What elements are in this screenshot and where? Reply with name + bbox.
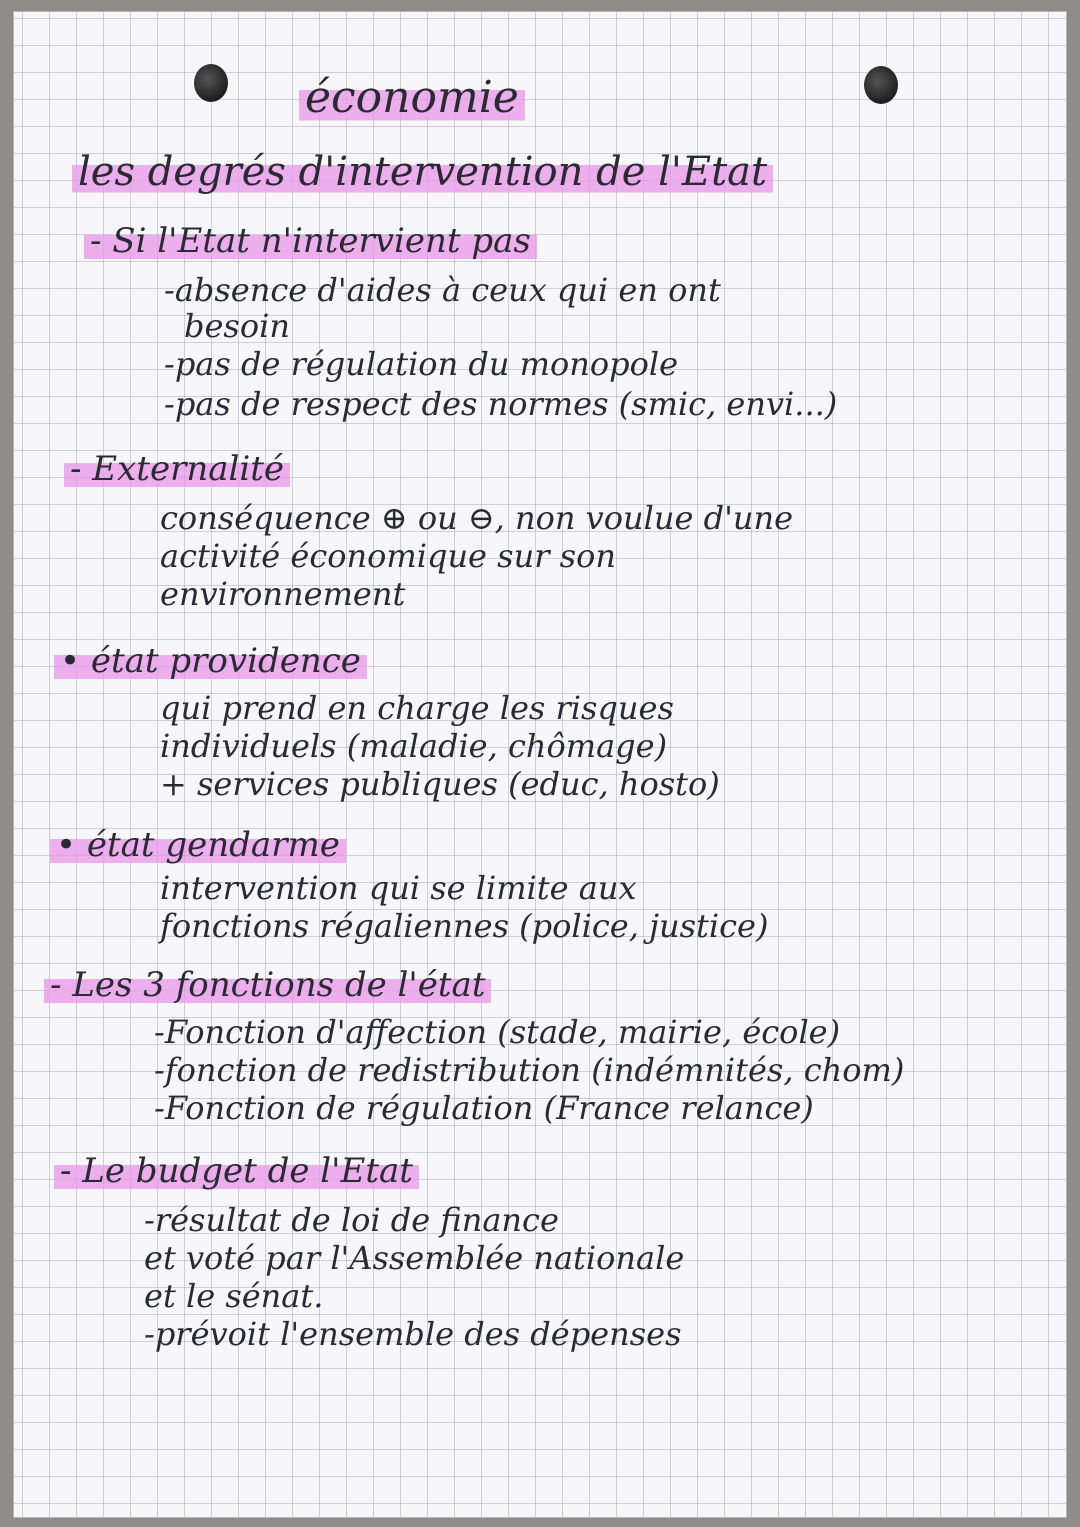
punch-hole-right [864, 66, 898, 104]
section-line: besoin [184, 307, 290, 345]
section-line: conséquence ⊕ ou ⊖, non voulue d'une [160, 499, 794, 537]
section-line: -Fonction d'affection (stade, mairie, école) [154, 1013, 841, 1051]
section-line: et voté par l'Assemblée nationale [144, 1239, 685, 1277]
section-line: -Fonction de régulation (France relance) [154, 1089, 814, 1127]
section-heading-externality: - Externalité [64, 452, 290, 486]
section-line: et le sénat. [144, 1277, 324, 1315]
section-line: -fonction de redistribution (indémnités, chom) [154, 1051, 905, 1089]
section-line: environnement [160, 575, 406, 613]
section-line: -prévoit l'ensemble des dépenses [144, 1315, 682, 1353]
section-line: + services publiques (educ, hosto) [160, 765, 720, 803]
section-line: fonctions régaliennes (police, justice) [160, 907, 769, 945]
section-line: individuels (maladie, chômage) [160, 727, 668, 765]
page-subtitle: les degrés d'intervention de l'Etat [72, 152, 773, 192]
section-line: intervention qui se limite aux [160, 869, 637, 907]
section-line: -pas de respect des normes (smic, envi...) [164, 385, 838, 423]
section-line: activité économique sur son [160, 537, 616, 575]
section-line: -pas de régulation du monopole [164, 345, 679, 383]
section-line: qui prend en charge les risques [160, 689, 674, 727]
section-line: -résultat de loi de finance [144, 1201, 559, 1239]
section-line: -absence d'aides à ceux qui en ont [164, 271, 721, 309]
section-heading-welfare-state: • état providence [54, 644, 367, 678]
section-heading-state-budget: - Le budget de l'Etat [54, 1154, 419, 1188]
section-heading-three-functions: - Les 3 fonctions de l'état [44, 968, 491, 1002]
page-title: économie [299, 76, 525, 120]
section-heading-night-watchman-state: • état gendarme [50, 828, 346, 862]
notebook-page [14, 12, 1066, 1517]
punch-hole-left [194, 64, 228, 102]
section-heading-no-intervention: - Si l'Etat n'intervient pas [84, 224, 537, 258]
